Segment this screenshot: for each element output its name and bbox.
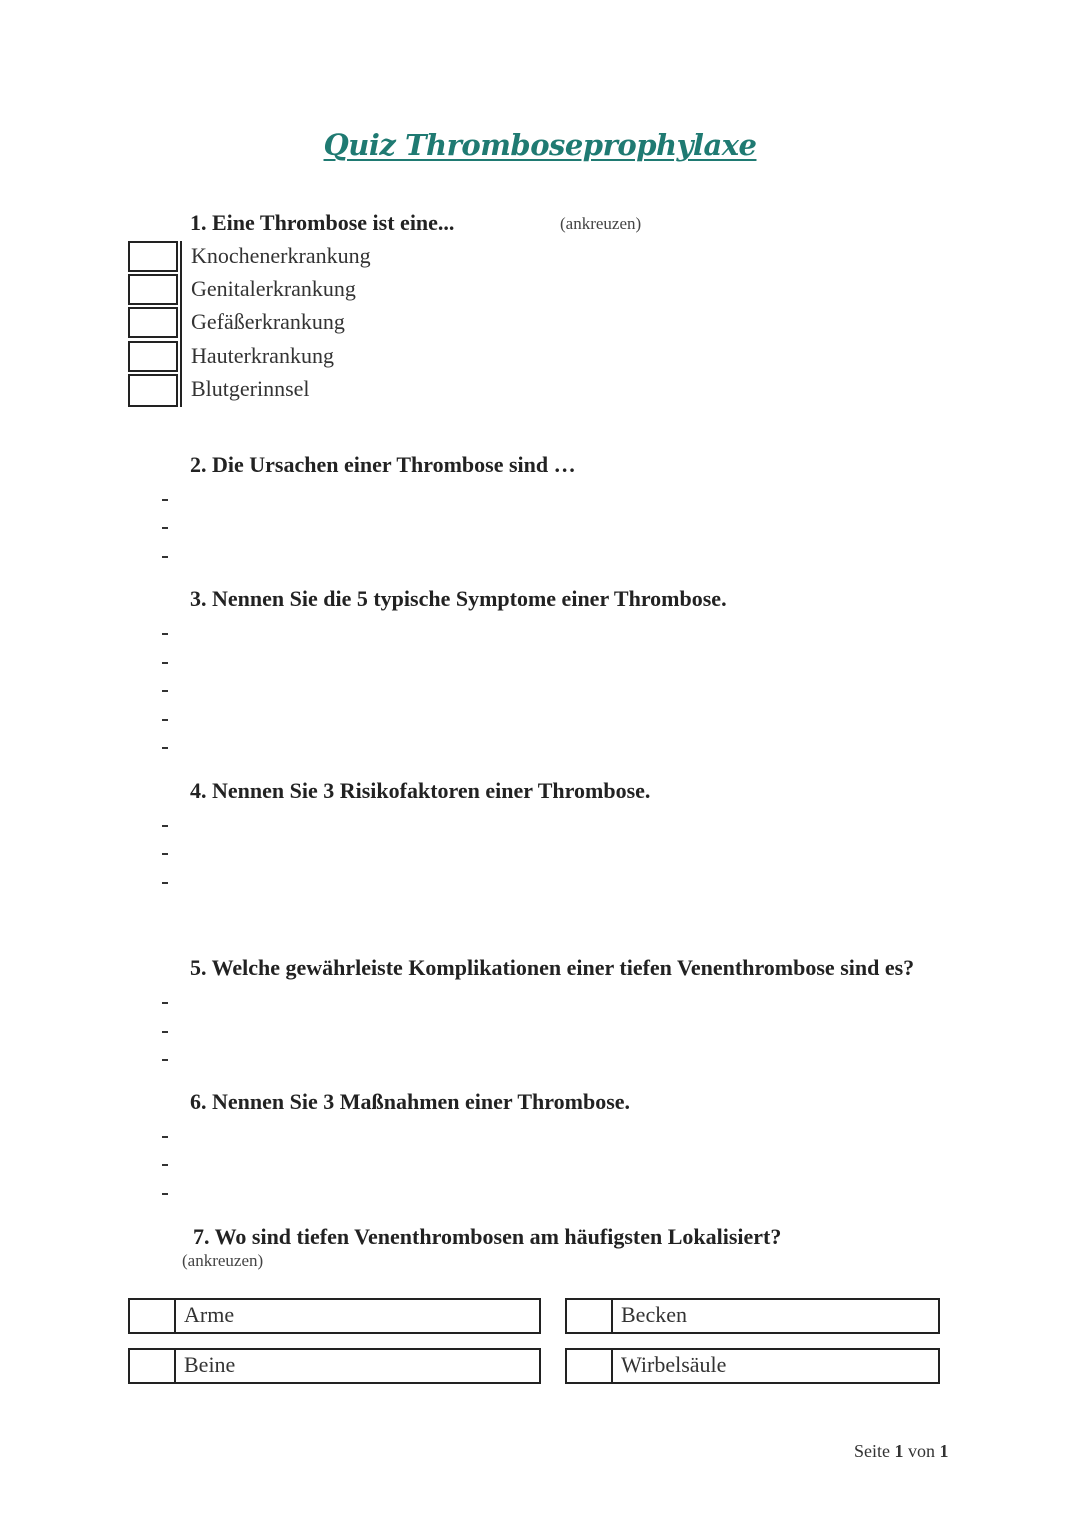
question-2: 2. Die Ursachen einer Thrombose sind … bbox=[190, 452, 576, 477]
answer-line-q6-1[interactable] bbox=[162, 1136, 168, 1138]
q1-option-1: Knochenerkrankung bbox=[191, 243, 371, 268]
question-1-hint: (ankreuzen) bbox=[560, 214, 642, 233]
checkbox-q7-arme[interactable] bbox=[130, 1300, 176, 1332]
q1-option-4: Hauterkrankung bbox=[191, 343, 334, 368]
q7-option-beine-label: Beine bbox=[184, 1352, 236, 1377]
page-number-current: 1 bbox=[894, 1441, 904, 1461]
answer-line-q4-2[interactable] bbox=[162, 853, 168, 855]
page-number-middle: von bbox=[908, 1441, 935, 1461]
question-6: 6. Nennen Sie 3 Maßnahmen einer Thrombose. bbox=[190, 1089, 631, 1114]
checkbox-q1-option-5[interactable] bbox=[128, 374, 178, 407]
page-title: Quiz Thromboseprophylaxe bbox=[323, 128, 757, 162]
checkbox-column-divider bbox=[180, 241, 182, 407]
q7-option-wirbelsaeule-label: Wirbelsäule bbox=[621, 1352, 727, 1377]
answer-line-q6-2[interactable] bbox=[162, 1164, 168, 1166]
question-7-hint: (ankreuzen) bbox=[182, 1251, 264, 1270]
question-3: 3. Nennen Sie die 5 typische Symptome einer Thrombose. bbox=[190, 586, 727, 611]
question-1: 1. Eine Thrombose ist eine... bbox=[190, 210, 455, 235]
answer-line-q3-2[interactable] bbox=[162, 662, 168, 664]
q1-option-2: Genitalerkrankung bbox=[191, 276, 356, 301]
q7-option-becken[interactable] bbox=[565, 1298, 940, 1334]
answer-line-q4-3[interactable] bbox=[162, 882, 168, 884]
q1-option-3: Gefäßerkrankung bbox=[191, 309, 345, 334]
answer-line-q5-2[interactable] bbox=[162, 1031, 168, 1033]
checkbox-q7-becken[interactable] bbox=[567, 1300, 613, 1332]
q7-option-arme[interactable] bbox=[128, 1298, 541, 1334]
answer-line-q3-3[interactable] bbox=[162, 690, 168, 692]
answer-line-q2-1[interactable] bbox=[162, 499, 168, 501]
checkbox-q1-option-3[interactable] bbox=[128, 307, 178, 338]
page-number-total: 1 bbox=[939, 1441, 949, 1461]
checkbox-q7-wirbelsaeule[interactable] bbox=[567, 1350, 613, 1382]
question-4: 4. Nennen Sie 3 Risikofaktoren einer Thrombose. bbox=[190, 778, 651, 803]
answer-line-q4-1[interactable] bbox=[162, 825, 168, 827]
answer-line-q6-3[interactable] bbox=[162, 1193, 168, 1195]
answer-line-q5-1[interactable] bbox=[162, 1002, 168, 1004]
q7-option-becken-label: Becken bbox=[621, 1302, 687, 1327]
checkbox-q7-beine[interactable] bbox=[130, 1350, 176, 1382]
question-7: 7. Wo sind tiefen Venenthrombosen am häufigsten Lokalisiert? bbox=[193, 1224, 782, 1249]
answer-line-q2-3[interactable] bbox=[162, 556, 168, 558]
q7-option-beine[interactable] bbox=[128, 1348, 541, 1384]
checkbox-q1-option-2[interactable] bbox=[128, 274, 178, 305]
answer-line-q5-3[interactable] bbox=[162, 1059, 168, 1061]
answer-line-q3-1[interactable] bbox=[162, 633, 168, 635]
answer-line-q3-4[interactable] bbox=[162, 719, 168, 721]
answer-line-q2-2[interactable] bbox=[162, 527, 168, 529]
checkbox-q1-option-4[interactable] bbox=[128, 341, 178, 372]
page-number-prefix: Seite bbox=[854, 1441, 890, 1461]
q7-option-wirbelsaeule[interactable] bbox=[565, 1348, 940, 1384]
q7-option-arme-label: Arme bbox=[184, 1302, 235, 1327]
answer-line-q3-5[interactable] bbox=[162, 747, 168, 749]
checkbox-q1-option-1[interactable] bbox=[128, 241, 178, 272]
page-number bbox=[854, 1441, 949, 1462]
q1-option-5: Blutgerinnsel bbox=[191, 376, 310, 401]
question-5: 5. Welche gewährleiste Komplikationen einer tiefen Venenthrombose sind es? bbox=[190, 955, 915, 980]
